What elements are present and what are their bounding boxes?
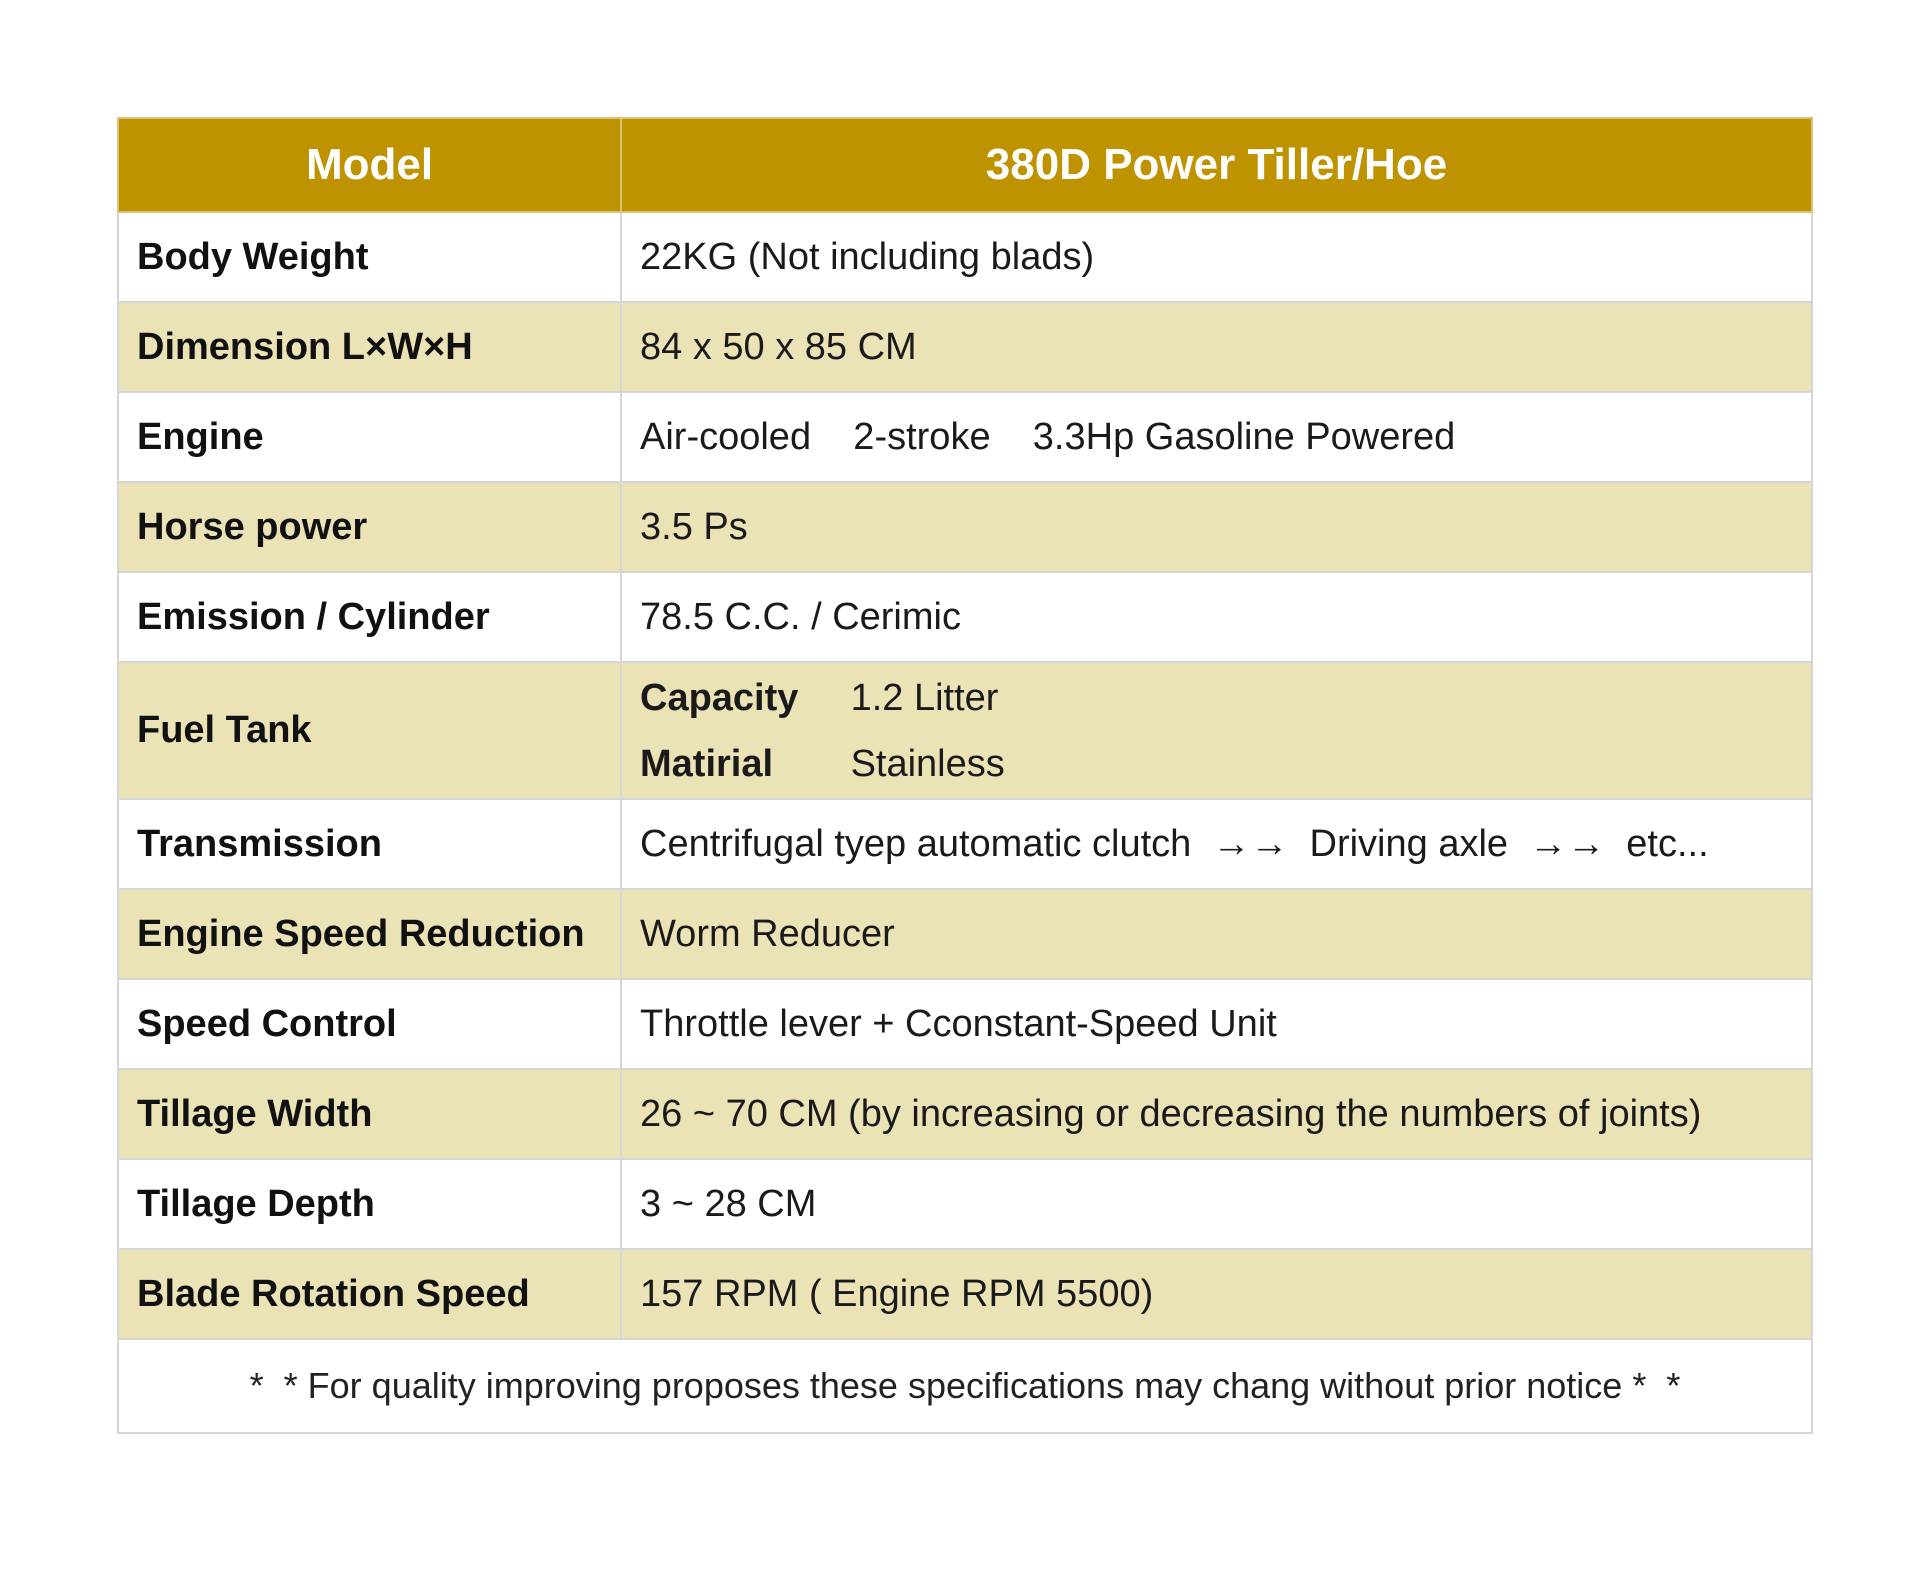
header-row xyxy=(118,118,1812,212)
table-row xyxy=(118,889,1812,979)
row-label: Blade Rotation Speed xyxy=(118,1249,621,1339)
table-row xyxy=(118,302,1812,392)
fuel-material-value: Stainless xyxy=(850,742,1005,785)
row-label: Body Weight xyxy=(118,212,621,302)
row-label: Tillage Width xyxy=(118,1069,621,1159)
row-label: Engine xyxy=(118,392,621,482)
row-value: 3 ~ 28 CM xyxy=(621,1159,1812,1249)
fuel-capacity-value: 1.2 Litter xyxy=(850,676,999,719)
row-value: 22KG (Not including blads) xyxy=(621,212,1812,302)
row-label: Tillage Depth xyxy=(118,1159,621,1249)
row-label: Engine Speed Reduction xyxy=(118,889,621,979)
fuel-capacity-line xyxy=(640,665,1793,731)
row-label: Speed Control xyxy=(118,979,621,1069)
fuel-capacity-label: Capacity xyxy=(640,676,799,719)
table-row xyxy=(118,392,1812,482)
header-product: 380D Power Tiller/Hoe xyxy=(621,118,1812,212)
table-row xyxy=(118,979,1812,1069)
row-value: 3.5 Ps xyxy=(621,482,1812,572)
table-row xyxy=(118,1159,1812,1249)
spec-table xyxy=(117,117,1813,1434)
fuel-material-label: Matirial xyxy=(640,742,774,785)
row-value: Centrifugal tyep automatic clutch →→ Driving axle →→ etc... xyxy=(621,799,1812,889)
table-row xyxy=(118,572,1812,662)
row-value: 84 x 50 x 85 CM xyxy=(621,302,1812,392)
table-row xyxy=(118,212,1812,302)
row-label: Fuel Tank xyxy=(118,662,621,799)
table-row-fuel-tank xyxy=(118,662,1812,799)
row-value: 26 ~ 70 CM (by increasing or decreasing the numbers of joints) xyxy=(621,1069,1812,1159)
row-value: Worm Reducer xyxy=(621,889,1812,979)
table-row xyxy=(118,799,1812,889)
footer-row xyxy=(118,1339,1812,1433)
row-value: Air-cooled 2-stroke 3.3Hp Gasoline Powered xyxy=(621,392,1812,482)
row-value: 157 RPM ( Engine RPM 5500) xyxy=(621,1249,1812,1339)
row-label: Transmission xyxy=(118,799,621,889)
row-value: Throttle lever + Cconstant-Speed Unit xyxy=(621,979,1812,1069)
row-label: Horse power xyxy=(118,482,621,572)
header-model: Model xyxy=(118,118,621,212)
table-row xyxy=(118,1069,1812,1159)
table-row xyxy=(118,482,1812,572)
table-row xyxy=(118,1249,1812,1339)
row-value: 78.5 C.C. / Cerimic xyxy=(621,572,1812,662)
row-label: Dimension L×W×H xyxy=(118,302,621,392)
row-label: Emission / Cylinder xyxy=(118,572,621,662)
fuel-tank-details xyxy=(621,662,1812,799)
footer-note: * * For quality improving proposes these specifications may chang without prior notice * * xyxy=(118,1339,1812,1433)
fuel-material-line xyxy=(640,731,1793,797)
